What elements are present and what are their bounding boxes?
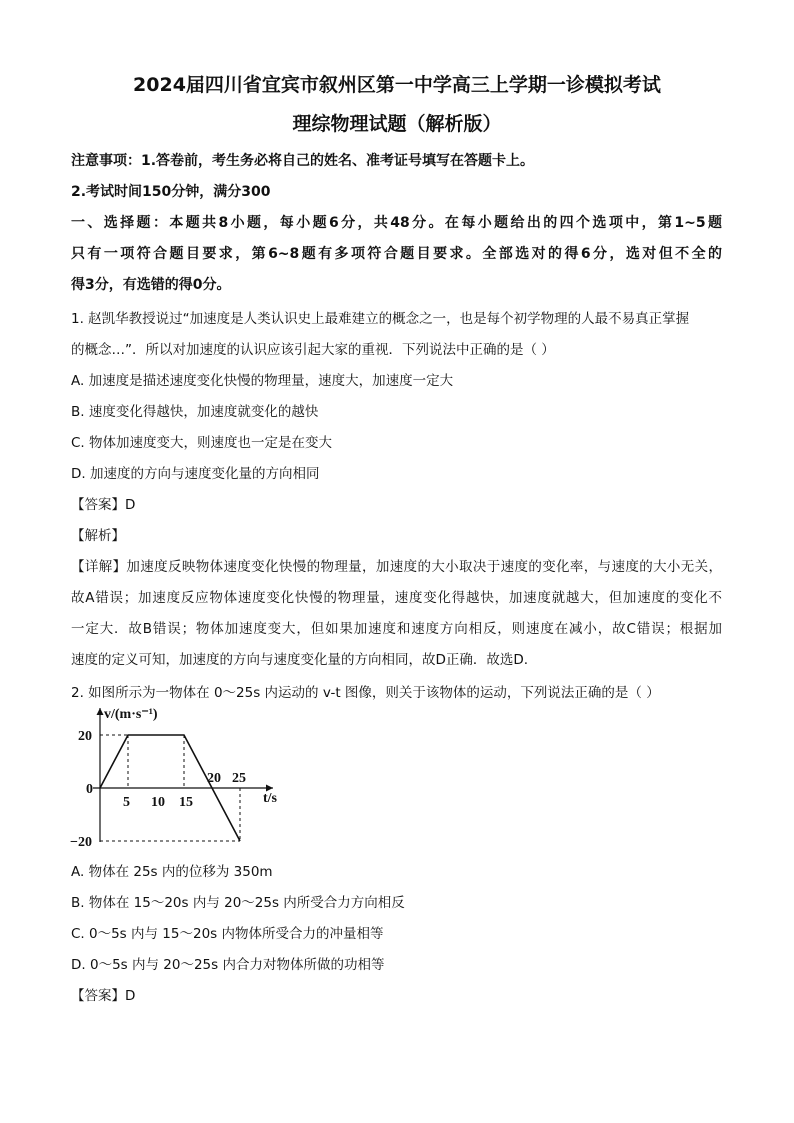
q1-detail-line1: 【详解】加速度反映物体速度变化快慢的物理量，加速度的大小取决于速度的变化率，与速度的大小无关， — [71, 559, 722, 575]
y-axis-label: v/(m·s⁻¹) — [104, 707, 158, 722]
notes-line2: 2.考试时间150分钟，满分300 — [71, 184, 271, 200]
section1-line1: 一、选择题：本题共8小题，每小题6分，共48分。在每小题给出的四个选项中，第1~5题 — [71, 215, 722, 231]
q1-stem-line2: 的概念…”．所以对加速度的认识应该引起大家的重视．下列说法中正确的是（ ） — [71, 342, 555, 358]
page-title: 2024届四川省宜宾市叙州区第一中学高三上学期一诊模拟考试 — [133, 74, 661, 96]
q2-answer: 【答案】D — [71, 988, 136, 1004]
x-tick-label: 10 — [151, 795, 165, 810]
q2-option-d: D. 0～5s 内与 20～25s 内合力对物体所做的功相等 — [71, 957, 385, 973]
q1-detail-line4: 速度的定义可知，加速度的方向与速度变化量的方向相同，故D正确．故选D. — [71, 652, 529, 668]
x-tick-label: 25 — [232, 771, 246, 786]
q1-option-d: D. 加速度的方向与速度变化量的方向相同 — [71, 466, 320, 482]
x-axis-label: t/s — [263, 791, 277, 806]
y-tick-label: 20 — [78, 729, 92, 744]
q2-option-a: A. 物体在 25s 内的位移为 350m — [71, 864, 273, 880]
notes-line1: 注意事项：1.答卷前，考生务必将自己的姓名、准考证号填写在答题卡上。 — [71, 153, 535, 169]
q2-option-c: C. 0～5s 内与 15～20s 内物体所受合力的冲量相等 — [71, 926, 384, 942]
y-tick-label: −20 — [70, 835, 92, 850]
x-tick-label: 15 — [179, 795, 193, 810]
q1-detail-line2: 故A错误；加速度反应物体速度变化快慢的物理量，速度变化得越快，加速度就越大，但加速度的变化不 — [71, 590, 722, 606]
vt-chart — [68, 702, 298, 852]
q1-option-c: C. 物体加速度变大，则速度也一定是在变大 — [71, 435, 333, 451]
q1-answer: 【答案】D — [71, 497, 136, 513]
q2-option-b: B. 物体在 15～20s 内与 20～25s 内所受合力方向相反 — [71, 895, 405, 911]
q1-detail-line3: 一定大．故B错误；物体加速度变大，但如果加速度和速度方向相反，则速度在减小，故C错误；根据加 — [71, 621, 722, 637]
section1-line2: 只有一项符合题目要求，第6~8题有多项符合题目要求。全部选对的得6分，选对但不全的 — [71, 246, 722, 262]
q2-stem: 2. 如图所示为一物体在 0～25s 内运动的 v-t 图像，则关于该物体的运动，下列说法正确的是（ ） — [71, 685, 660, 701]
q1-option-a: A. 加速度是描述速度变化快慢的物理量，速度大，加速度一定大 — [71, 373, 454, 389]
q1-analysis-heading: 【解析】 — [71, 528, 125, 544]
x-tick-label: 20 — [207, 771, 221, 786]
q1-stem-line1: 1. 赵凯华教授说过“加速度是人类认识史上最难建立的概念之一，也是每个初学物理的人最不易真正掌握 — [71, 311, 690, 327]
x-tick-label: 5 — [123, 795, 130, 810]
section1-line3: 得3分，有选错的得0分。 — [71, 277, 231, 293]
page-subtitle: 理综物理试题（解析版） — [292, 113, 502, 135]
q1-option-b: B. 速度变化得越快，加速度就变化的越快 — [71, 404, 319, 420]
y-tick-label: 0 — [86, 782, 93, 797]
